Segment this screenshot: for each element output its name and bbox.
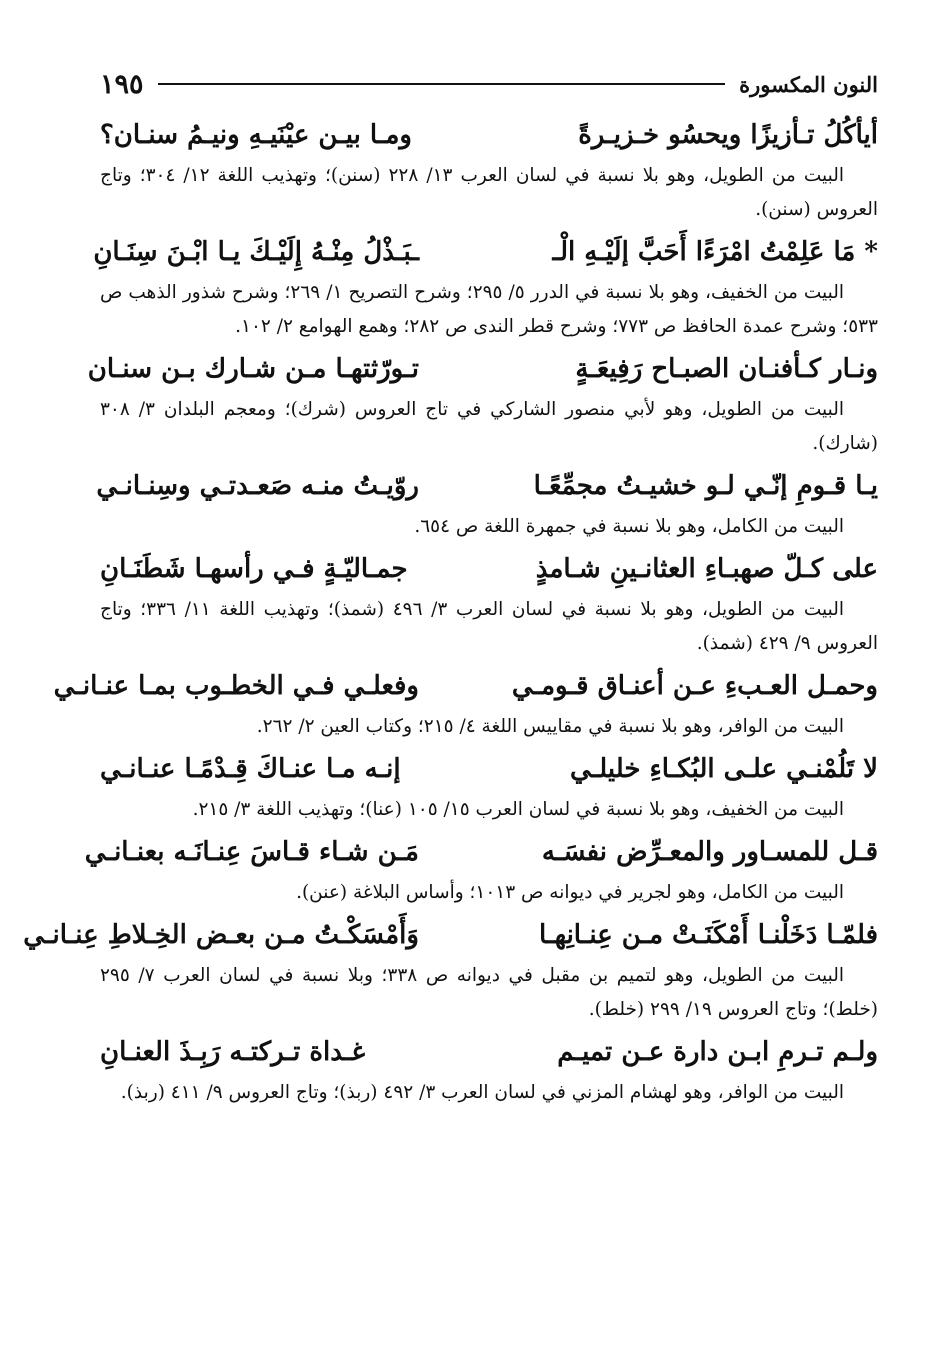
second-hemistich: جمـاليّـةٍ فـي رأسهـا شَطَنَـانِ — [100, 554, 408, 584]
verse-entry — [84, 829, 878, 910]
first-hemistich: لا تَلُمْنـي علـى البُكـاءِ خليلـي — [570, 754, 878, 784]
verse-note: البيت من الخفيف، وهو بلا نسبة في الدرر ٥/ ٢٩٥؛ وشرح التصريح ١/ ٢٦٩؛ وشرح شذور الذهب ص ٥٣٣؛ وشرح عمدة الحافظ ص ٧٧٣؛ وشرح قطر الندى ص ٢٨٢؛ وهمع الهوامع ٢/ ١٠٢. — [100, 282, 878, 337]
chapter-title: النون المكسورة — [739, 71, 878, 97]
second-hemistich: غـداة تـركتـه رَبِـذَ العنـانِ — [100, 1037, 366, 1067]
verse-entry — [53, 663, 878, 744]
second-hemistich: روّيـتُ منـه صَعـدتـي وسِنـانـي — [96, 471, 419, 501]
verse-line — [84, 829, 878, 876]
verse-line — [23, 912, 878, 959]
first-hemistich: * مَا عَلِمْتُ امْرَءًا أَحَبَّ إلَيْـهِ الْـ — [552, 237, 878, 267]
verse-note: البيت من الطويل، وهو لأبي منصور الشاركي في تاج العروس (شرك)؛ ومعجم البلدان ٣/ ٣٠٨ (شارك). — [100, 399, 878, 454]
verse-note: البيت من الخفيف، وهو بلا نسبة في لسان العرب ١٥/ ١٠٥ (عنا)؛ وتهذيب اللغة ٣/ ٢١٥. — [192, 799, 844, 820]
second-hemistich: وَأَمْسَكْـتُ مـن بعـض الخِـلاطِ عِنـانـي — [23, 920, 419, 950]
verse-entry — [87, 346, 878, 461]
verse-entry — [100, 746, 878, 827]
running-head — [100, 64, 878, 104]
verse-entry — [23, 912, 878, 1027]
page-number: ١٩٥ — [100, 68, 144, 100]
verse-entry — [93, 229, 878, 344]
header-rule — [158, 83, 726, 85]
verse-note: البيت من الطويل، وهو لتميم بن مقبل في ديوانه ص ٣٣٨؛ وبلا نسبة في لسان العرب ٧/ ٢٩٥ (خلط)؛ وتاج العروس ١٩/ ٢٩٩ (خلط). — [100, 965, 878, 1020]
first-hemistich: ولـم تـرمِ ابـن دارة عـن تميـم — [557, 1037, 878, 1067]
book-page — [23, 64, 878, 1324]
second-hemistich: إنـه مـا عنـاكَ قِـدْمًـا عنـانـي — [100, 754, 401, 784]
verse-line — [87, 346, 878, 393]
verse-entry — [96, 463, 878, 544]
verse-line — [96, 463, 878, 510]
verse-note: البيت من الكامل، وهو لجرير في ديوانه ص ١٠١٣؛ وأساس البلاغة (عنن). — [296, 882, 844, 903]
first-hemistich: قـل للمسـاور والمعـرِّض نفسَـه — [541, 837, 878, 867]
verse-line — [100, 546, 878, 593]
verse-line — [53, 663, 878, 710]
first-hemistich: وحمـل العـبءِ عـن أعنـاق قـومـي — [511, 671, 878, 701]
second-hemistich: ومـا بيـن عيْنَيـهِ ونيـمُ سنـان؟ — [100, 120, 412, 150]
first-hemistich: ونـار كـأفنـان الصبـاح رَفِيعَـةٍ — [575, 354, 878, 384]
first-hemistich: يـا قـومِ إنّـي لـو خشيـتُ مجمِّعًـا — [533, 471, 878, 501]
second-hemistich: تـورّثتهـا مـن شـارك بـن سنـان — [87, 354, 419, 384]
first-hemistich: أيأكُلُ تـأزيزًا ويحسُو خـزيـرةً — [578, 120, 878, 150]
verse-line — [93, 229, 878, 276]
first-hemistich: على كـلّ صهبـاءِ العثانـينِ شـامذٍ — [535, 554, 878, 584]
verse-entry — [100, 112, 878, 227]
first-hemistich: فلمّـا دَخَلْنـا أَمْكَنَـتْ مـن عِنـانِهـا — [539, 920, 878, 950]
verse-line — [100, 112, 878, 159]
verse-entry — [100, 1029, 878, 1110]
verse-note: البيت من الوافر، وهو بلا نسبة في مقاييس اللغة ٤/ ٢١٥؛ وكتاب العين ٢/ ٢٦٢. — [256, 716, 844, 737]
verse-note: البيت من الطويل، وهو بلا نسبة في لسان العرب ١٣/ ٢٢٨ (سنن)؛ وتهذيب اللغة ١٢/ ٣٠٤؛ وتاج العروس (سنن). — [100, 165, 878, 220]
verse-line — [100, 746, 878, 793]
second-hemistich: ـبَـذْلُ مِنْـهُ إِلَيْـكَ يـا ابْـنَ سِنَـانِ — [93, 237, 419, 267]
verse-entry — [100, 546, 878, 661]
verse-note: البيت من الطويل، وهو بلا نسبة في لسان العرب ٣/ ٤٩٦ (شمذ)؛ وتهذيب اللغة ١١/ ٣٣٦؛ وتاج العروس ٩/ ٤٢٩ (شمذ). — [100, 599, 878, 654]
verse-line — [100, 1029, 878, 1076]
second-hemistich: وفعلـي فـي الخطـوب بمـا عنـانـي — [53, 671, 419, 701]
second-hemistich: مَـن شـاء قـاسَ عِنـانَـه بعنـانـي — [84, 837, 419, 867]
verse-note: البيت من الوافر، وهو لهشام المزني في لسان العرب ٣/ ٤٩٢ (ربذ)؛ وتاج العروس ٩/ ٤١١ (ربذ). — [120, 1082, 844, 1103]
verse-note: البيت من الكامل، وهو بلا نسبة في جمهرة اللغة ص ٦٥٤. — [414, 516, 844, 537]
